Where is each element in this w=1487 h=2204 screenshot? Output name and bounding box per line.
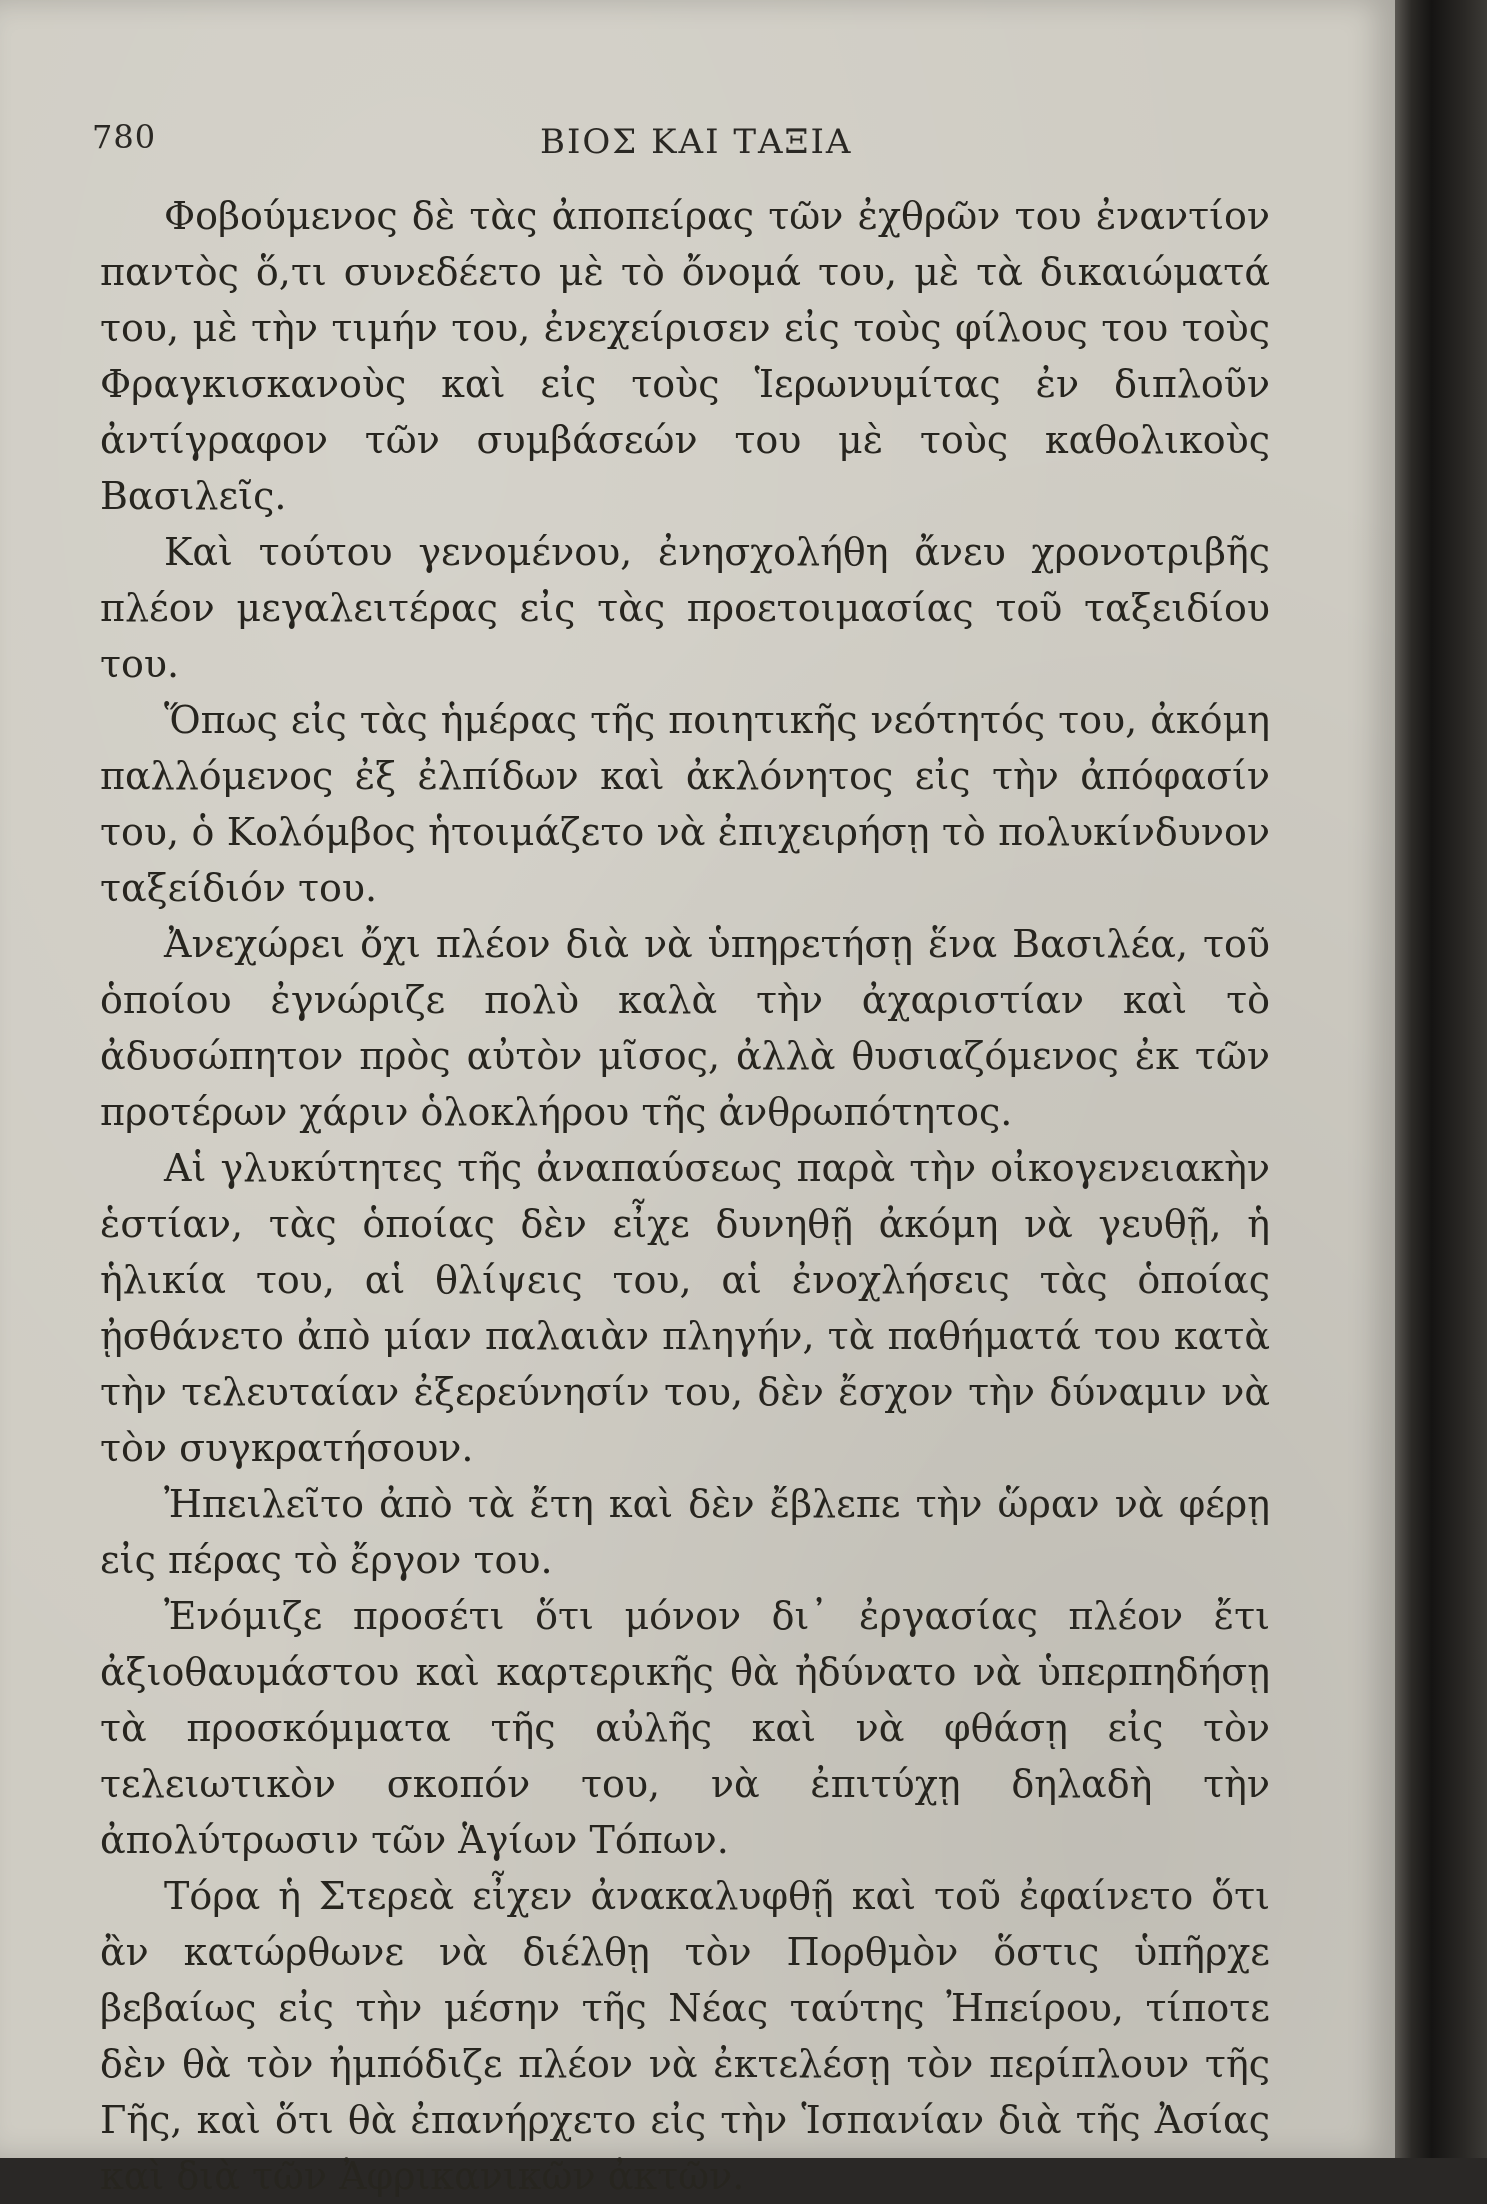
running-title: ΒΙΟΣ ΚΑΙ ΤΑΞΙΑ bbox=[540, 122, 853, 162]
paragraph: Καὶ τούτου γενομένου, ἐνησχολήθη ἄνευ χρονοτριβῆς πλέον μεγαλειτέρας εἰς τὰς προετοιμασίας τοῦ ταξειδίου του. bbox=[100, 530, 1270, 686]
paragraph: Ἐνόμιζε προσέτι ὅτι μόνον δι᾽ ἐργασίας πλέον ἔτι ἀξιοθαυμάστου καὶ καρτερικῆς θὰ ἠδύνατο νὰ ὑπερπηδήσῃ τὰ προσκόμματα τῆς αὐλῆς καὶ νὰ φθάσῃ εἰς τὸν τελειωτικὸν σκοπόν του, νὰ ἐπιτύχῃ δηλαδὴ τὴν ἀπολύτρωσιν τῶν Ἁγίων Τόπων. bbox=[100, 1594, 1270, 1862]
paragraph: Ἀνεχώρει ὄχι πλέον διὰ νὰ ὑπηρετήσῃ ἕνα Βασιλέα, τοῦ ὁποίου ἐγνώριζε πολὺ καλὰ τὴν ἀχαριστίαν καὶ τὸ ἀδυσώπητον πρὸς αὐτὸν μῖσος, ἀλλὰ θυσιαζόμενος ἐκ τῶν προτέρων χάριν ὁλοκλήρου τῆς ἀνθρωπότητος. bbox=[100, 922, 1270, 1134]
paragraph: Αἱ γλυκύτητες τῆς ἀναπαύσεως παρὰ τὴν οἰκογενειακὴν ἑστίαν, τὰς ὁποίας δὲν εἶχε δυνηθῇ ἀκόμη νὰ γευθῇ, ἡ ἡλικία του, αἱ θλίψεις του, αἱ ἐνοχλήσεις τὰς ὁποίας ᾐσθάνετο ἀπὸ μίαν παλαιὰν πληγήν, τὰ παθήματά του κατὰ τὴν τελευταίαν ἐξερεύνησίν του, δὲν ἔσχον τὴν δύναμιν νὰ τὸν συγκρατήσουν. bbox=[100, 1146, 1270, 1470]
paragraph: Ὅπως εἰς τὰς ἡμέρας τῆς ποιητικῆς νεότητός του, ἀκόμη παλλόμενος ἐξ ἐλπίδων καὶ ἀκλόνητος εἰς τὴν ἀπόφασίν του, ὁ Κολόμβος ἡτοιμάζετο νὰ ἐπιχειρήσῃ τὸ πολυκίνδυνον ταξείδιόν του. bbox=[100, 698, 1270, 910]
paragraph: Τόρα ἡ Στερεὰ εἶχεν ἀνακαλυφθῇ καὶ τοῦ ἐφαίνετο ὅτι ἂν κατώρθωνε νὰ διέλθῃ τὸν Πορθμὸν ὅστις ὑπῆρχε βεβαίως εἰς τὴν μέσην τῆς Νέας ταύτης Ἠπείρου, τίποτε δὲν θὰ τὸν ἠμπόδιζε πλέον νὰ ἐκτελέσῃ τὸν περίπλουν τῆς Γῆς, καὶ ὅτι θὰ ἐπανήρχετο εἰς τὴν Ἱσπανίαν διὰ τῆς Ἀσίας καὶ διὰ τῶν Ἀφρικανικῶν ἀκτῶν. bbox=[100, 1874, 1270, 2198]
paragraph: Φοβούμενος δὲ τὰς ἀποπείρας τῶν ἐχθρῶν του ἐναντίον παντὸς ὅ,τι συνεδέετο μὲ τὸ ὄνομά του, μὲ τὰ δικαιώματά του, μὲ τὴν τιμήν του, ἐνεχείρισεν εἰς τοὺς φίλους του τοὺς Φραγκισκανοὺς καὶ εἰς τοὺς Ἱερωνυμίτας ἐν διπλοῦν ἀντίγραφον τῶν συμβάσεών του μὲ τοὺς καθολικοὺς Βασιλεῖς. bbox=[100, 194, 1270, 518]
page-number: 780 bbox=[92, 118, 157, 156]
body-text bbox=[100, 188, 1270, 2204]
book-binding-shadow bbox=[1395, 0, 1487, 2158]
paragraph: Ἠπειλεῖτο ἀπὸ τὰ ἔτη καὶ δὲν ἔβλεπε τὴν ὥραν νὰ φέρῃ εἰς πέρας τὸ ἔργον του. bbox=[100, 1482, 1270, 1582]
